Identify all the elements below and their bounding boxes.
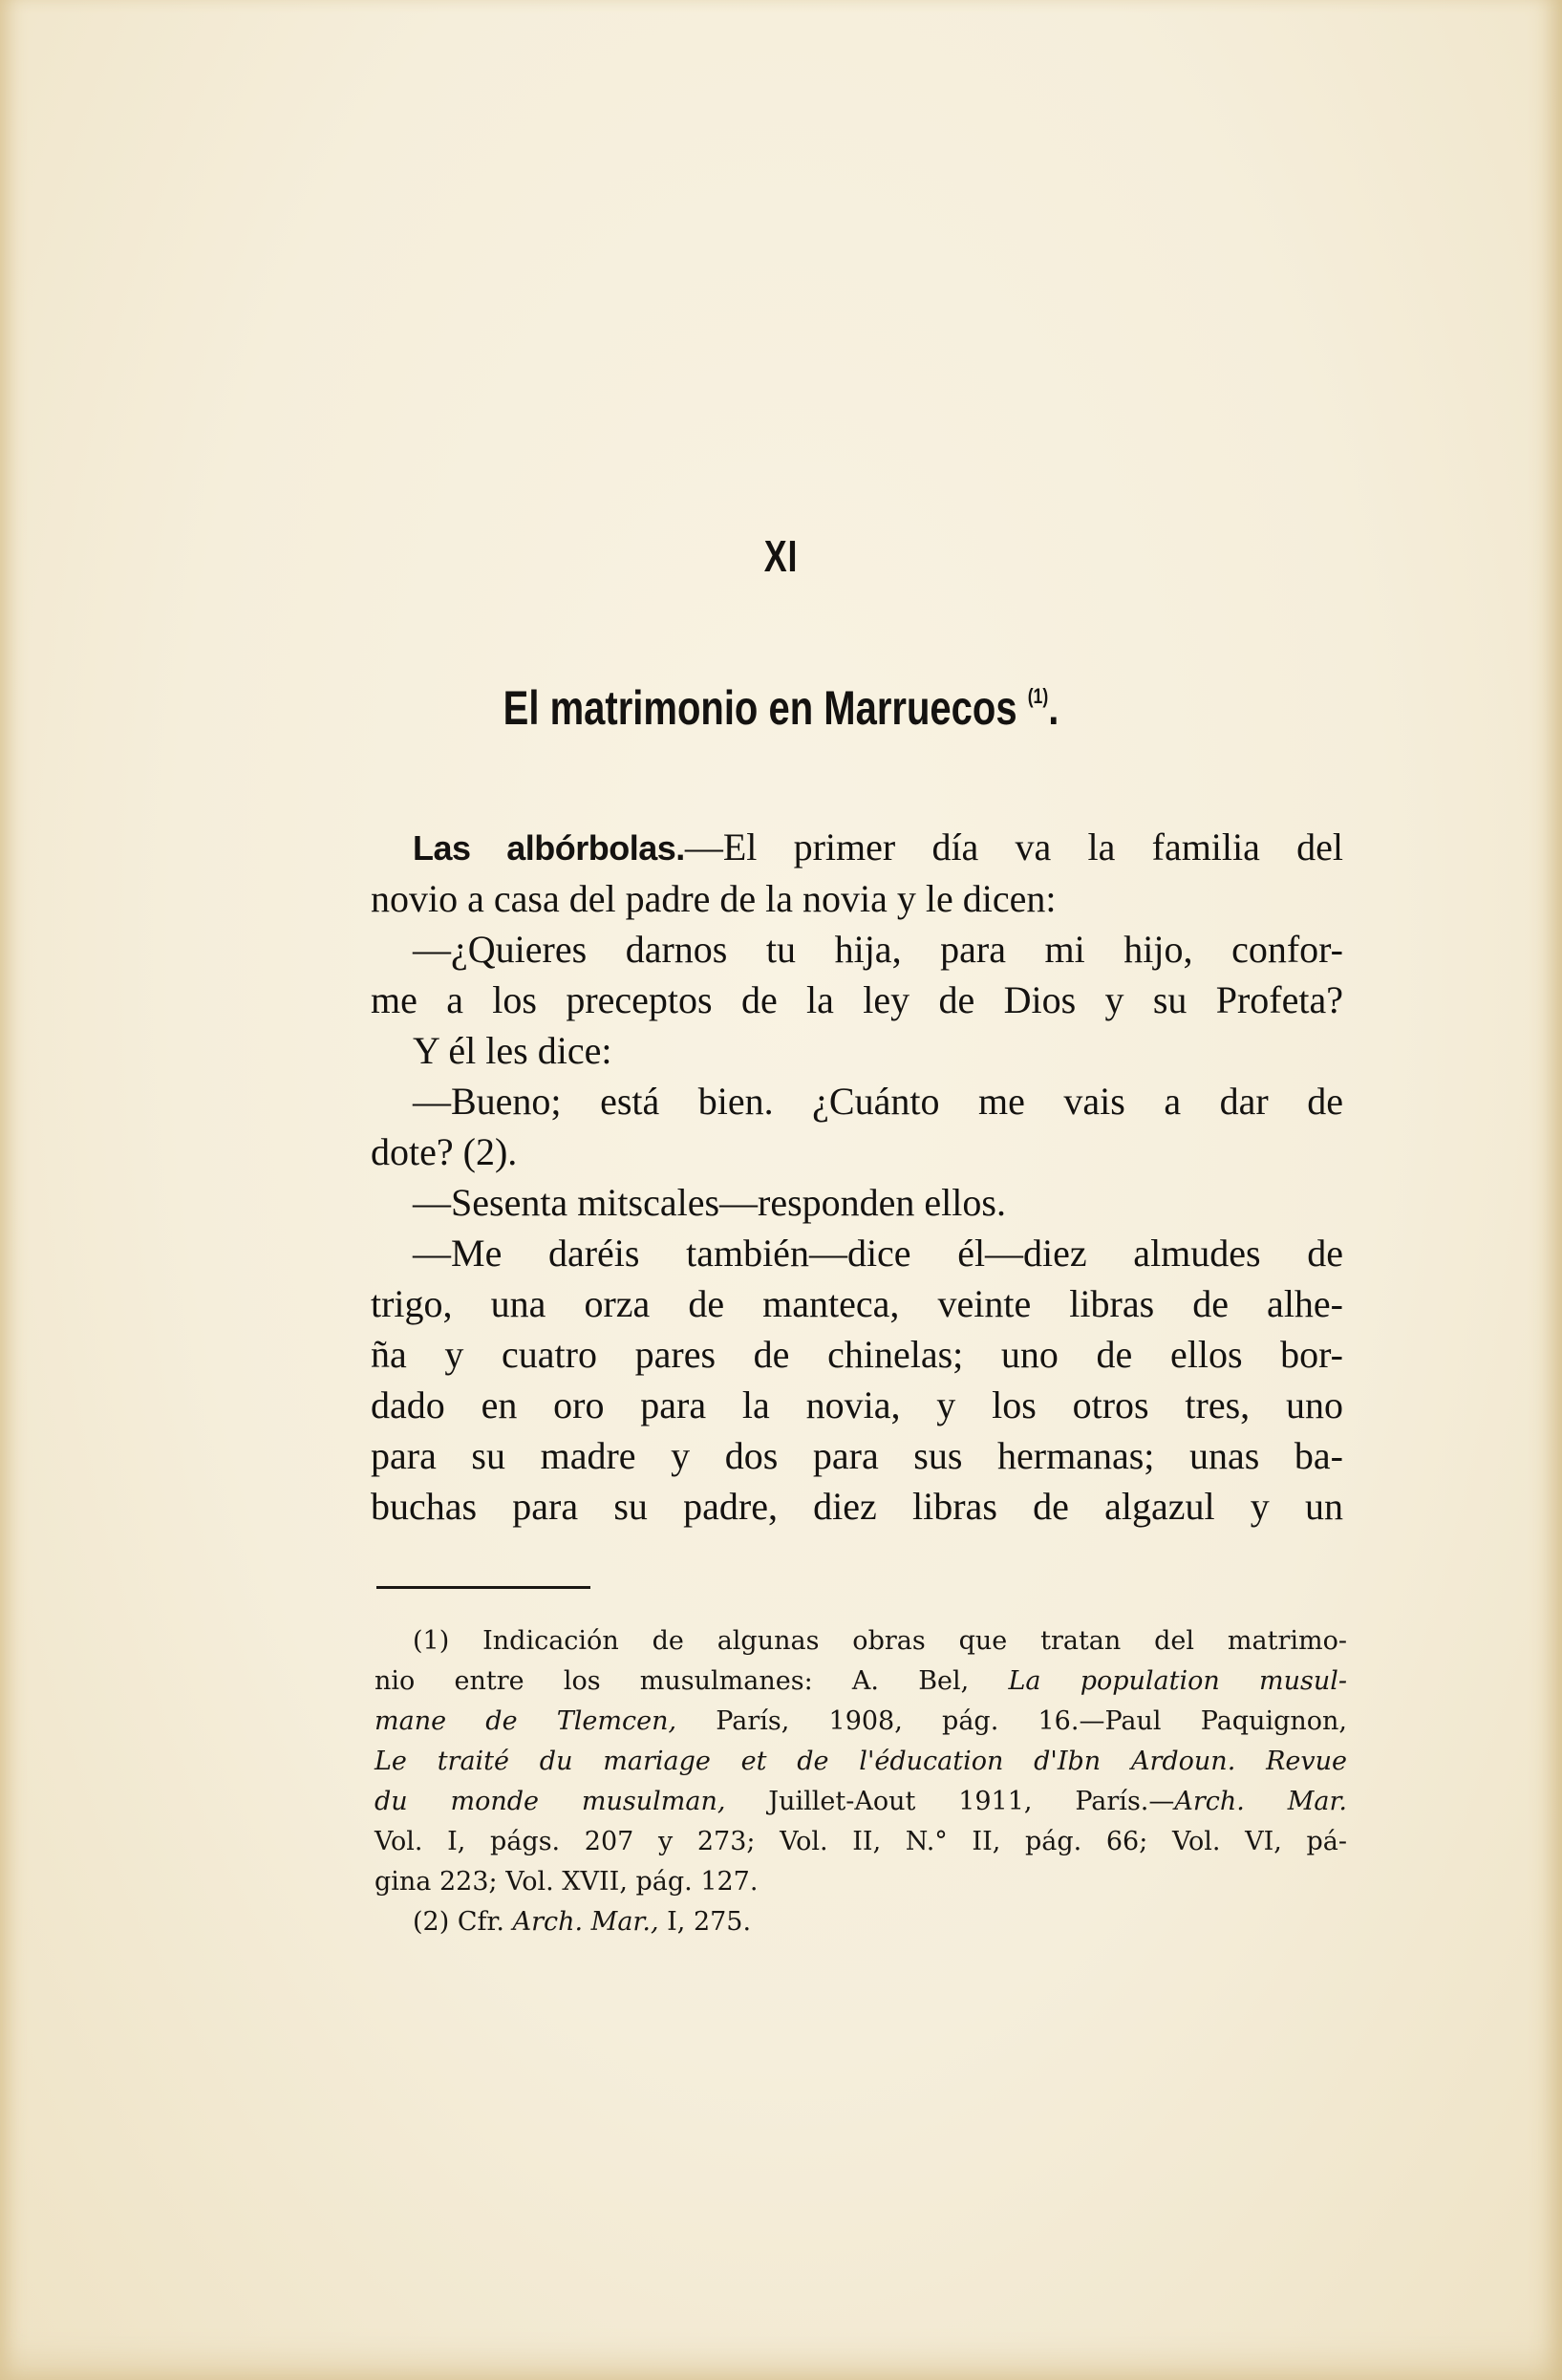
body-line: —Sesenta mitscales—responden ellos. <box>413 1181 1006 1224</box>
body-line: para su madre y dos para sus hermanas; unas ba- <box>371 1434 1343 1477</box>
footnote-1-line: mane de Tlemcen, París, 1908, pág. 16.—Paul Paquignon, <box>374 1706 1347 1736</box>
body-line: dado en oro para la novia, y los otros tres, uno <box>371 1383 1343 1426</box>
body-line: me a los preceptos de la ley de Dios y su Profeta? <box>371 978 1343 1021</box>
body-line: buchas para su padre, diez libras de algazul y un <box>371 1485 1343 1528</box>
body-line: —¿Quieres darnos tu hija, para mi hijo, confor- <box>413 928 1343 971</box>
chapter-title-period: . <box>1048 681 1059 735</box>
body-line: Las albórbolas.—El primer día va la familia del <box>413 825 1343 868</box>
footnote-1-line: du monde musulman, Juillet-Aout 1911, París.—Arch. Mar. <box>374 1787 1348 1816</box>
chapter-title-text: El matrimonio en Marruecos <box>503 681 1017 735</box>
footnote-1-line: gina 223; Vol. XVII, pág. 127. <box>374 1867 759 1897</box>
footnotes <box>374 1621 1347 1942</box>
chapter-number: XI <box>763 531 799 581</box>
footnote-1-line: Le traité du mariage et de l'éducation d'Ibn Ardoun. Revue <box>374 1747 1347 1776</box>
footnote-separator <box>376 1586 590 1589</box>
body-line: —Me daréis también—dice él—diez almudes de <box>413 1232 1343 1275</box>
footnote-1-line: (1) Indicación de algunas obras que tratan del matrimo- <box>413 1626 1347 1656</box>
body-line: ña y cuatro pares de chinelas; uno de ellos bor- <box>371 1333 1343 1376</box>
body-text <box>371 822 1343 1532</box>
chapter-title <box>157 680 1406 736</box>
body-line: —Bueno; está bien. ¿Cuánto me vais a dar de <box>413 1080 1343 1123</box>
body-line: dote? (2). <box>371 1130 518 1173</box>
footnote-1-line: Vol. I, págs. 207 y 273; Vol. II, N.° II, pág. 66; Vol. VI, pá- <box>374 1827 1347 1856</box>
run-in-heading: Las albórbolas. <box>413 828 685 868</box>
footnote-1-line: nio entre los musulmanes: A. Bel, La population musul- <box>374 1666 1348 1696</box>
body-line: trigo, una orza de manteca, veinte libras de alhe- <box>371 1282 1343 1325</box>
body-line: novio a casa del padre de la novia y le dicen: <box>371 877 1057 920</box>
body-line: Y él les dice: <box>413 1029 612 1072</box>
footnote-2: (2) Cfr. Arch. Mar., I, 275. <box>413 1907 752 1937</box>
footnote-ref-1: (1) <box>1027 684 1049 708</box>
